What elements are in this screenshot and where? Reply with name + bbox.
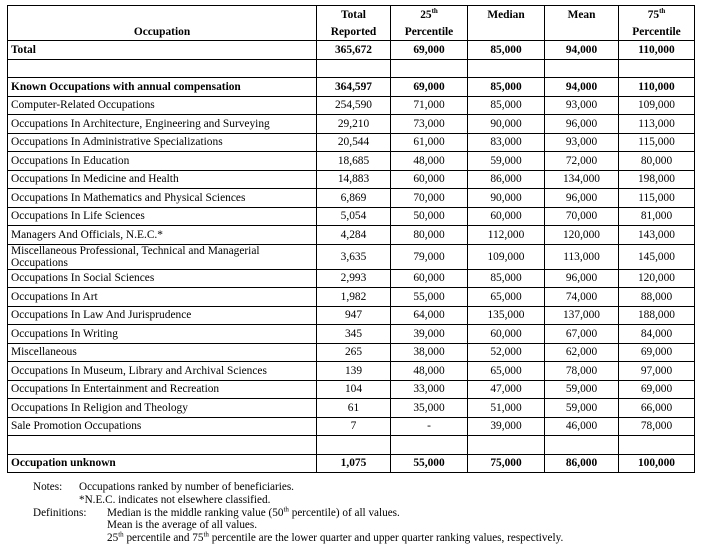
row-p25: 48,000 [391,152,468,171]
header-occupation-top [8,6,317,24]
row-p25: 70,000 [391,189,468,208]
row-name: Occupations In Religion and Theology [8,399,317,418]
row-reported: 14,883 [317,170,391,189]
header-total: Total [317,6,391,24]
row-name: Occupations In Art [8,288,317,307]
header-row-top [8,6,695,24]
row-p25: - [391,417,468,436]
table-row [8,115,695,134]
occupation-compensation-table [7,5,695,473]
row-reported: 5,054 [317,207,391,226]
row-p75: 80,000 [619,152,695,171]
row-median: 90,000 [468,115,545,134]
row-name: Occupation unknown [8,454,317,473]
row-mean: 96,000 [545,115,619,134]
row-median: 85,000 [468,41,545,60]
row-mean: 62,000 [545,343,619,362]
row-mean: 96,000 [545,189,619,208]
row-p25: 60,000 [391,170,468,189]
row-mean: 96,000 [545,269,619,288]
table-row [8,189,695,208]
definition-percentiles: 25th percentile and 75th percentile are the lower quarter and upper quarter ranking values, respectively. [107,530,564,545]
row-mean: 94,000 [545,41,619,60]
row-median: 65,000 [468,362,545,381]
row-mean: 46,000 [545,417,619,436]
row-reported: 139 [317,362,391,381]
row-p75: 78,000 [619,417,695,436]
row-p25: 55,000 [391,288,468,307]
table-row [8,362,695,381]
row-p25: 61,000 [391,133,468,152]
row-name: Occupations In Social Sciences [8,269,317,288]
table-row [8,306,695,325]
row-median: 59,000 [468,152,545,171]
notes-label: Notes: [33,481,63,493]
row-p25: 73,000 [391,115,468,134]
row-reported: 20,544 [317,133,391,152]
header-p25-percentile: Percentile [391,23,468,41]
row-mean: 113,000 [545,244,619,269]
row-mean: 74,000 [545,288,619,307]
row-p75: 198,000 [619,170,695,189]
row-p75: 84,000 [619,325,695,344]
row-p25: 55,000 [391,454,468,473]
row-p25: 60,000 [391,269,468,288]
row-mean: 86,000 [545,454,619,473]
header-p25: 25th [391,6,468,24]
row-median: 109,000 [468,244,545,269]
row-median: 39,000 [468,417,545,436]
row-median: 75,000 [468,454,545,473]
total-row [8,41,695,60]
header-median: Median [468,6,545,24]
table-row [8,380,695,399]
table-row [8,226,695,245]
header-p75-percentile: Percentile [619,23,695,41]
row-mean: 72,000 [545,152,619,171]
header-p75: 75th [619,6,695,24]
table-row [8,417,695,436]
header-mean: Mean [545,6,619,24]
row-median: 85,000 [468,78,545,97]
row-name: Managers And Officials, N.E.C.* [8,226,317,245]
row-mean: 93,000 [545,133,619,152]
row-reported: 7 [317,417,391,436]
row-name: Occupations In Writing [8,325,317,344]
row-reported: 29,210 [317,115,391,134]
row-reported: 4,284 [317,226,391,245]
note-ranking: Occupations ranked by number of beneficiaries. [79,481,294,493]
row-median: 60,000 [468,325,545,344]
row-mean: 137,000 [545,306,619,325]
row-p25: 48,000 [391,362,468,381]
row-p25: 39,000 [391,325,468,344]
row-name: Occupations In Life Sciences [8,207,317,226]
row-name: Miscellaneous [8,343,317,362]
row-reported: 3,635 [317,244,391,269]
table-row [8,325,695,344]
row-reported: 1,075 [317,454,391,473]
table-row [8,244,695,269]
row-mean: 67,000 [545,325,619,344]
row-p75: 115,000 [619,189,695,208]
spacer-row [8,59,695,78]
row-p75: 88,000 [619,288,695,307]
row-p75: 100,000 [619,454,695,473]
row-p25: 38,000 [391,343,468,362]
row-reported: 104 [317,380,391,399]
row-median: 83,000 [468,133,545,152]
table-row [8,288,695,307]
header-median-blank [468,23,545,41]
row-reported: 947 [317,306,391,325]
row-mean: 78,000 [545,362,619,381]
row-p25: 33,000 [391,380,468,399]
row-reported: 18,685 [317,152,391,171]
row-median: 112,000 [468,226,545,245]
row-mean: 94,000 [545,78,619,97]
table-row [8,399,695,418]
row-name: Occupations In Museum, Library and Archival Sciences [8,362,317,381]
row-mean: 93,000 [545,96,619,115]
row-p75: 120,000 [619,269,695,288]
row-mean: 59,000 [545,380,619,399]
table-row [8,133,695,152]
row-p75: 69,000 [619,380,695,399]
row-name: Occupations In Medicine and Health [8,170,317,189]
row-p25: 64,000 [391,306,468,325]
row-mean: 70,000 [545,207,619,226]
row-p75: 115,000 [619,133,695,152]
row-median: 60,000 [468,207,545,226]
row-p75: 81,000 [619,207,695,226]
row-reported: 2,993 [317,269,391,288]
note-nec: *N.E.C. indicates not elsewhere classified. [79,493,271,506]
row-mean: 120,000 [545,226,619,245]
table-row [8,96,695,115]
table-row [8,343,695,362]
row-p25: 80,000 [391,226,468,245]
row-median: 65,000 [468,288,545,307]
header-occupation: Occupation [8,23,317,41]
spacer-row [8,436,695,455]
row-reported: 6,869 [317,189,391,208]
row-reported: 364,597 [317,78,391,97]
row-p75: 69,000 [619,343,695,362]
row-name: Computer-Related Occupations [8,96,317,115]
row-name: Occupations In Education [8,152,317,171]
row-median: 52,000 [468,343,545,362]
row-name: Known Occupations with annual compensation [8,78,317,97]
definition-median: Median is the middle ranking value (50th percentile) of all values. [107,504,400,519]
row-p75: 109,000 [619,96,695,115]
header-reported: Reported [317,23,391,41]
row-reported: 1,982 [317,288,391,307]
header-row-bottom [8,23,695,41]
row-mean: 134,000 [545,170,619,189]
row-p75: 110,000 [619,78,695,97]
row-median: 135,000 [468,306,545,325]
notes-block [33,481,563,545]
row-p75: 110,000 [619,41,695,60]
row-reported: 61 [317,399,391,418]
row-name: Occupations In Law And Jurisprudence [8,306,317,325]
row-median: 90,000 [468,189,545,208]
row-median: 85,000 [468,269,545,288]
row-name: Miscellaneous Professional, Technical and Managerial Occupations [8,244,317,269]
row-p75: 143,000 [619,226,695,245]
row-name: Occupations In Mathematics and Physical Sciences [8,189,317,208]
row-p25: 79,000 [391,244,468,269]
row-name: Total [8,41,317,60]
table-row [8,152,695,171]
row-reported: 254,590 [317,96,391,115]
table-row [8,207,695,226]
row-reported: 365,672 [317,41,391,60]
row-p25: 50,000 [391,207,468,226]
row-p75: 113,000 [619,115,695,134]
row-p25: 69,000 [391,78,468,97]
row-p75: 145,000 [619,244,695,269]
definitions-label: Definitions: [33,506,87,519]
row-p75: 97,000 [619,362,695,381]
row-p75: 188,000 [619,306,695,325]
row-median: 85,000 [468,96,545,115]
table-row [8,269,695,288]
row-p25: 69,000 [391,41,468,60]
row-p75: 66,000 [619,399,695,418]
row-reported: 345 [317,325,391,344]
row-median: 86,000 [468,170,545,189]
row-name: Occupations In Architecture, Engineering and Surveying [8,115,317,134]
row-name: Sale Promotion Occupations [8,417,317,436]
row-median: 47,000 [468,380,545,399]
known-occupations-row [8,78,695,97]
definition-mean: Mean is the average of all values. [107,519,258,532]
occupation-unknown-row [8,454,695,473]
row-name: Occupations In Administrative Specializations [8,133,317,152]
table-row [8,170,695,189]
row-mean: 59,000 [545,399,619,418]
header-mean-blank [545,23,619,41]
row-p25: 35,000 [391,399,468,418]
row-name: Occupations In Entertainment and Recreation [8,380,317,399]
row-reported: 265 [317,343,391,362]
row-p25: 71,000 [391,96,468,115]
row-median: 51,000 [468,399,545,418]
